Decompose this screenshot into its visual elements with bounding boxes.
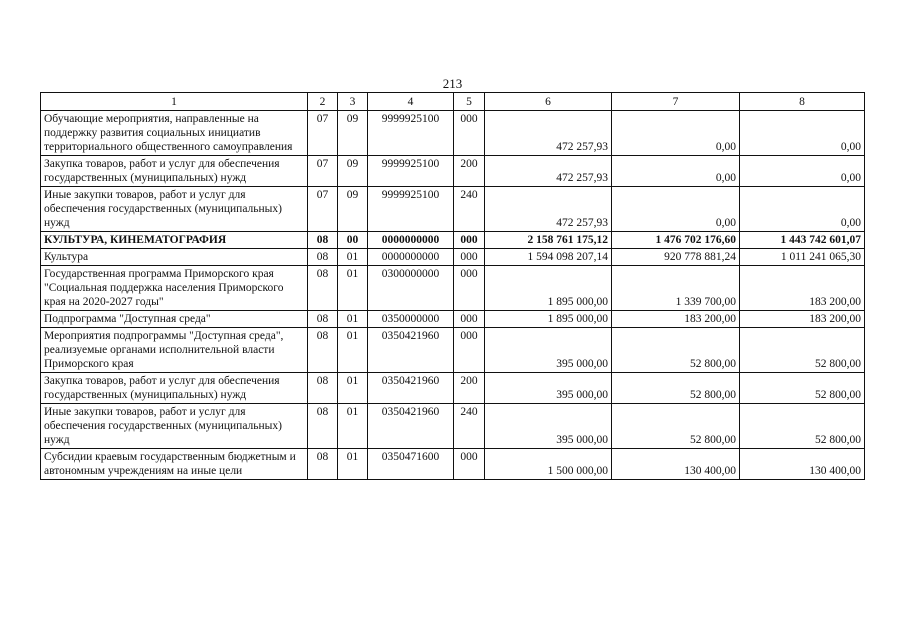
header-row: [41, 93, 865, 111]
amount-col-8: 52 800,00: [740, 404, 865, 449]
subsection-code: 09: [338, 187, 368, 232]
amount-col-6: 1 895 000,00: [485, 266, 612, 311]
table-row: [41, 266, 865, 311]
row-name: Закупка товаров, работ и услуг для обеспечения государственных (муниципальных) нужд: [41, 156, 308, 187]
amount-col-7: 1 339 700,00: [612, 266, 740, 311]
subsection-code: 00: [338, 232, 368, 249]
section-code: 08: [308, 249, 338, 266]
expense-type-code: 000: [454, 249, 485, 266]
table-row: [41, 404, 865, 449]
table-row: [41, 249, 865, 266]
target-article-code: 0350421960: [368, 328, 454, 373]
table-row: [41, 232, 865, 249]
row-name: Государственная программа Приморского края "Социальная поддержка населения Приморского края на 2020-2027 годы": [41, 266, 308, 311]
section-code: 08: [308, 404, 338, 449]
section-code: 08: [308, 373, 338, 404]
row-name: Субсидии краевым государственным бюджетным и автономным учреждениям на иные цели: [41, 449, 308, 480]
amount-col-8: 52 800,00: [740, 373, 865, 404]
amount-col-8: 0,00: [740, 111, 865, 156]
amount-col-7: 0,00: [612, 111, 740, 156]
section-code: 08: [308, 328, 338, 373]
section-code: 08: [308, 449, 338, 480]
section-code: 08: [308, 266, 338, 311]
subsection-code: 01: [338, 266, 368, 311]
subsection-code: 01: [338, 373, 368, 404]
expense-type-code: 000: [454, 311, 485, 328]
target-article-code: 9999925100: [368, 111, 454, 156]
target-article-code: 0350471600: [368, 449, 454, 480]
section-code: 07: [308, 111, 338, 156]
target-article-code: 9999925100: [368, 156, 454, 187]
subsection-code: 09: [338, 111, 368, 156]
target-article-code: 0300000000: [368, 266, 454, 311]
page-number: 213: [442, 76, 463, 91]
budget-table: [40, 92, 865, 480]
expense-type-code: 000: [454, 266, 485, 311]
subsection-code: 01: [338, 404, 368, 449]
header-cell: 6: [485, 93, 612, 111]
header-cell: 2: [308, 93, 338, 111]
subsection-code: 01: [338, 328, 368, 373]
amount-col-6: 395 000,00: [485, 404, 612, 449]
amount-col-8: 1 443 742 601,07: [740, 232, 865, 249]
amount-col-7: 1 476 702 176,60: [612, 232, 740, 249]
section-code: 08: [308, 311, 338, 328]
amount-col-8: 183 200,00: [740, 311, 865, 328]
section-code: 07: [308, 156, 338, 187]
expense-type-code: 240: [454, 187, 485, 232]
row-name: Культура: [41, 249, 308, 266]
row-name: Иные закупки товаров, работ и услуг для обеспечения государственных (муниципальных) нужд: [41, 187, 308, 232]
row-name: Мероприятия подпрограммы "Доступная среда", реализуемые органами исполнительной власти Приморского края: [41, 328, 308, 373]
amount-col-7: 52 800,00: [612, 404, 740, 449]
amount-col-6: 1 594 098 207,14: [485, 249, 612, 266]
target-article-code: 0000000000: [368, 249, 454, 266]
amount-col-6: 472 257,93: [485, 111, 612, 156]
subsection-code: 01: [338, 449, 368, 480]
header-cell: 5: [454, 93, 485, 111]
header-cell: 3: [338, 93, 368, 111]
amount-col-6: 2 158 761 175,12: [485, 232, 612, 249]
header-cell: 4: [368, 93, 454, 111]
amount-col-7: 920 778 881,24: [612, 249, 740, 266]
row-name: Подпрограмма "Доступная среда": [41, 311, 308, 328]
row-name: Иные закупки товаров, работ и услуг для обеспечения государственных (муниципальных) нужд: [41, 404, 308, 449]
subsection-code: 01: [338, 311, 368, 328]
amount-col-6: 395 000,00: [485, 373, 612, 404]
amount-col-7: 0,00: [612, 156, 740, 187]
table-row: [41, 156, 865, 187]
amount-col-7: 183 200,00: [612, 311, 740, 328]
header-cell: 1: [41, 93, 308, 111]
table-row: [41, 328, 865, 373]
amount-col-8: 0,00: [740, 156, 865, 187]
header-cell: 8: [740, 93, 865, 111]
table-row: [41, 187, 865, 232]
amount-col-8: 0,00: [740, 187, 865, 232]
amount-col-6: 472 257,93: [485, 187, 612, 232]
section-code: 07: [308, 187, 338, 232]
amount-col-8: 183 200,00: [740, 266, 865, 311]
expense-type-code: 000: [454, 232, 485, 249]
expense-type-code: 000: [454, 328, 485, 373]
amount-col-7: 52 800,00: [612, 373, 740, 404]
table-row: [41, 449, 865, 480]
row-name: Закупка товаров, работ и услуг для обеспечения государственных (муниципальных) нужд: [41, 373, 308, 404]
amount-col-8: 1 011 241 065,30: [740, 249, 865, 266]
amount-col-7: 52 800,00: [612, 328, 740, 373]
amount-col-8: 130 400,00: [740, 449, 865, 480]
amount-col-8: 52 800,00: [740, 328, 865, 373]
amount-col-7: 0,00: [612, 187, 740, 232]
section-code: 08: [308, 232, 338, 249]
amount-col-7: 130 400,00: [612, 449, 740, 480]
amount-col-6: 395 000,00: [485, 328, 612, 373]
target-article-code: 0350421960: [368, 404, 454, 449]
table-row: [41, 311, 865, 328]
table-row: [41, 373, 865, 404]
header-cell: 7: [612, 93, 740, 111]
expense-type-code: 000: [454, 449, 485, 480]
amount-col-6: 1 895 000,00: [485, 311, 612, 328]
target-article-code: 0350421960: [368, 373, 454, 404]
subsection-code: 09: [338, 156, 368, 187]
amount-col-6: 1 500 000,00: [485, 449, 612, 480]
expense-type-code: 240: [454, 404, 485, 449]
amount-col-6: 472 257,93: [485, 156, 612, 187]
row-name: КУЛЬТУРА, КИНЕМАТОГРАФИЯ: [41, 232, 308, 249]
target-article-code: 9999925100: [368, 187, 454, 232]
expense-type-code: 200: [454, 373, 485, 404]
target-article-code: 0000000000: [368, 232, 454, 249]
expense-type-code: 200: [454, 156, 485, 187]
expense-type-code: 000: [454, 111, 485, 156]
subsection-code: 01: [338, 249, 368, 266]
row-name: Обучающие мероприятия, направленные на поддержку развития социальных инициатив территориального общественного самоуправления: [41, 111, 308, 156]
target-article-code: 0350000000: [368, 311, 454, 328]
table-row: [41, 111, 865, 156]
